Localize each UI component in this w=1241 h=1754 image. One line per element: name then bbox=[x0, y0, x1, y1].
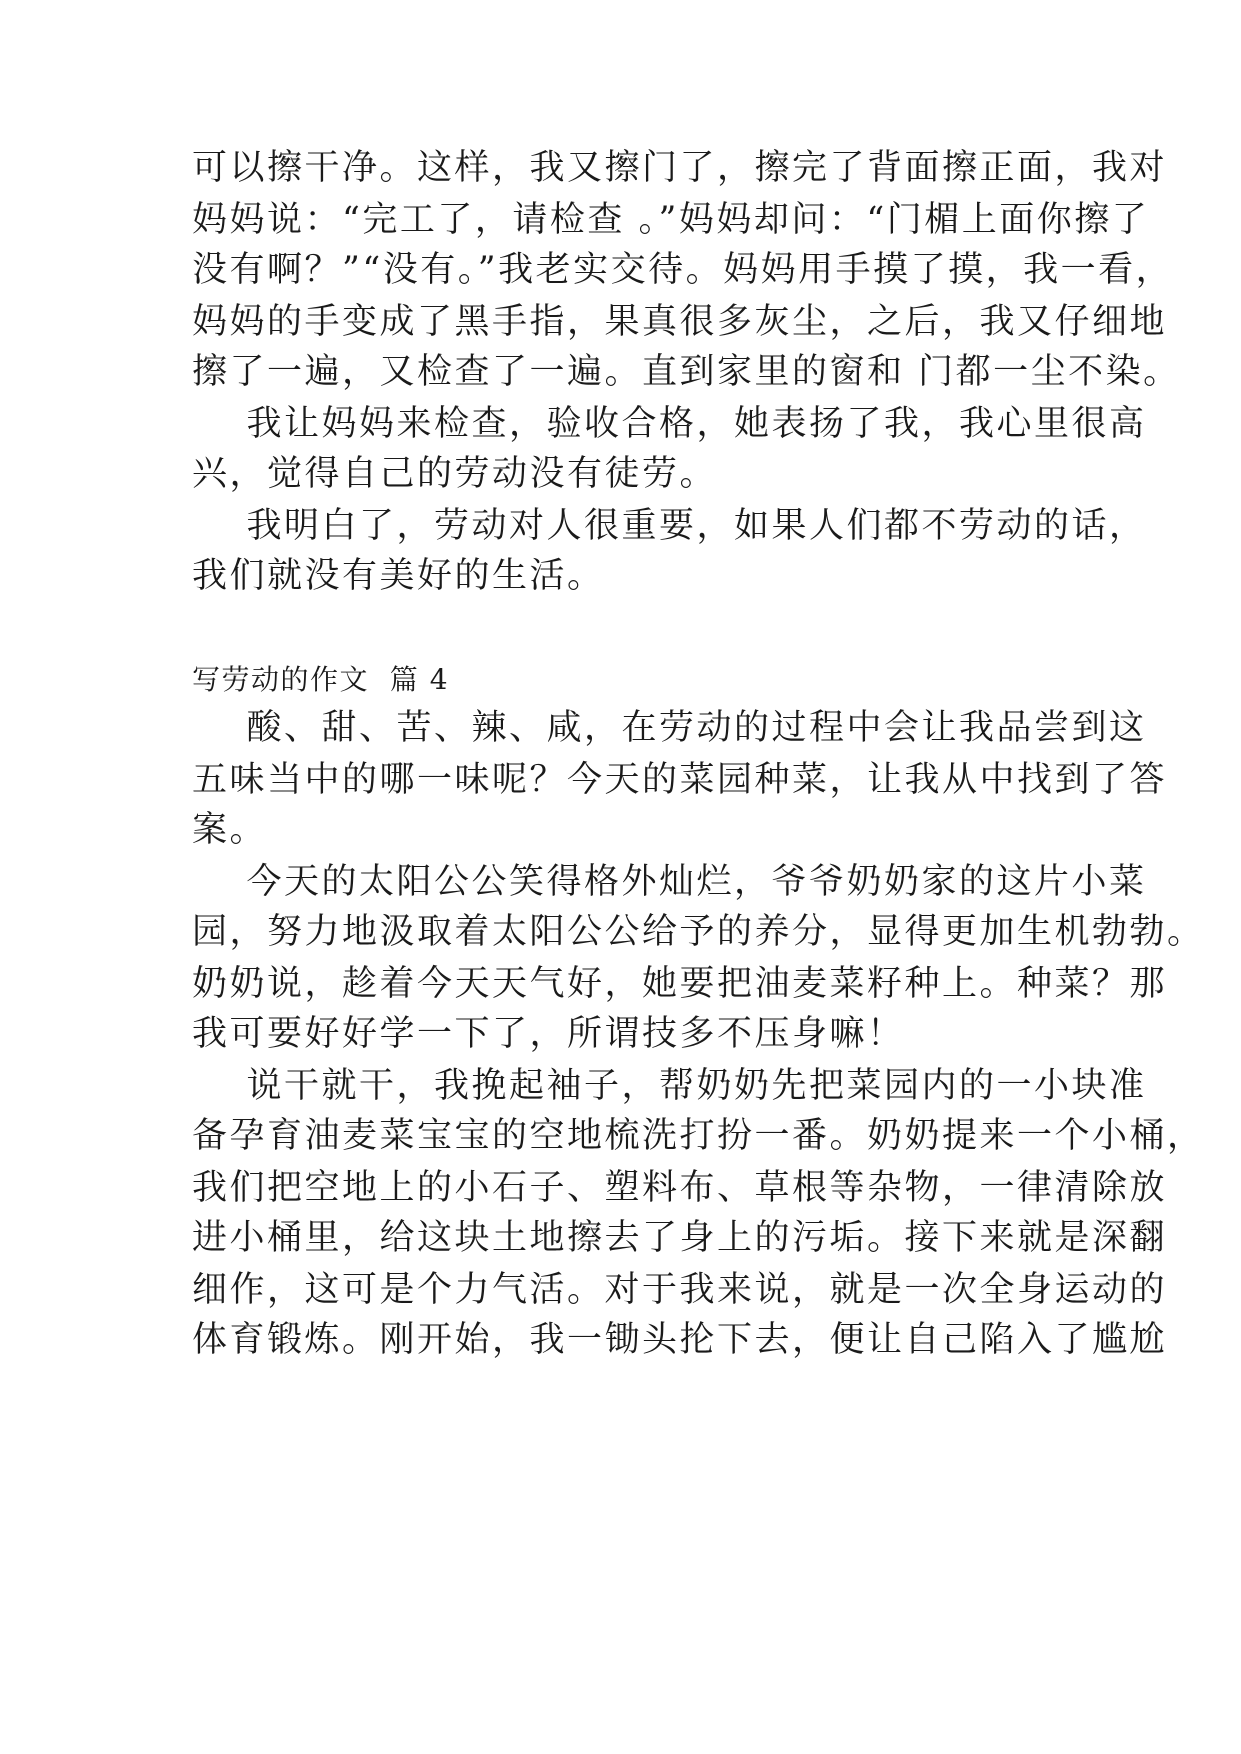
text-line: 我可要好好学一下了，所谓技多不压身嘛！ bbox=[192, 1014, 905, 1054]
text-line: 五味当中的哪一味呢？今天的菜园种菜，让我从中找到了答 bbox=[192, 760, 1168, 800]
text-line: 妈妈说：“完工了，请检查 。”妈妈却问：“门楣上面你擦了 bbox=[192, 200, 1150, 240]
text-line: 我们就没有美好的生活。 bbox=[192, 556, 605, 596]
text-line: 备孕育油麦菜宝宝的空地梳洗打扮一番。奶奶提来一个小桶， bbox=[192, 1116, 1205, 1156]
text-line: 体育锻炼。刚开始，我一锄头抡下去，便让自己陷入了尴尬 bbox=[192, 1320, 1168, 1360]
text-line: 今天的太阳公公笑得格外灿烂，爷爷奶奶家的这片小菜 bbox=[192, 862, 1147, 902]
text-line: 细作，这可是个力气活。对于我来说，就是一次全身运动的 bbox=[192, 1270, 1168, 1310]
text-line: 妈妈的手变成了黑手指，果真很多灰尘，之后，我又仔细地 bbox=[192, 302, 1168, 342]
text-line: 我们把空地上的小石子、塑料布、草根等杂物，一律清除放 bbox=[192, 1168, 1168, 1208]
text-line: 园，努力地汲取着太阳公公给予的养分，显得更加生机勃勃。 bbox=[192, 912, 1205, 952]
section-heading: 写劳动的作文 篇 4 bbox=[192, 663, 450, 696]
text-line: 擦了一遍，又检查了一遍。直到家里的窗和 门都一尘不染。 bbox=[192, 352, 1181, 392]
text-line: 没有啊？”“没有。”我老实交待。妈妈用手摸了摸，我一看， bbox=[192, 250, 1174, 290]
text-line: 我明白了，劳动对人很重要，如果人们都不劳动的话， bbox=[192, 506, 1147, 546]
text-line: 进小桶里，给这块土地擦去了身上的污垢。接下来就是深翻 bbox=[192, 1218, 1168, 1258]
text-line: 可以擦干净。这样，我又擦门了，擦完了背面擦正面，我对 bbox=[192, 148, 1168, 188]
text-line: 酸、甜、苦、辣、咸，在劳动的过程中会让我品尝到这 bbox=[192, 708, 1147, 748]
text-line: 兴，觉得自己的劳动没有徒劳。 bbox=[192, 454, 718, 494]
text-line: 说干就干，我挽起袖子，帮奶奶先把菜园内的一小块准 bbox=[192, 1066, 1147, 1106]
text-line: 我让妈妈来检查，验收合格，她表扬了我，我心里很高 bbox=[192, 404, 1147, 444]
text-line: 奶奶说，趁着今天天气好，她要把油麦菜籽种上。种菜？那 bbox=[192, 964, 1168, 1004]
text-line: 案。 bbox=[192, 810, 268, 850]
